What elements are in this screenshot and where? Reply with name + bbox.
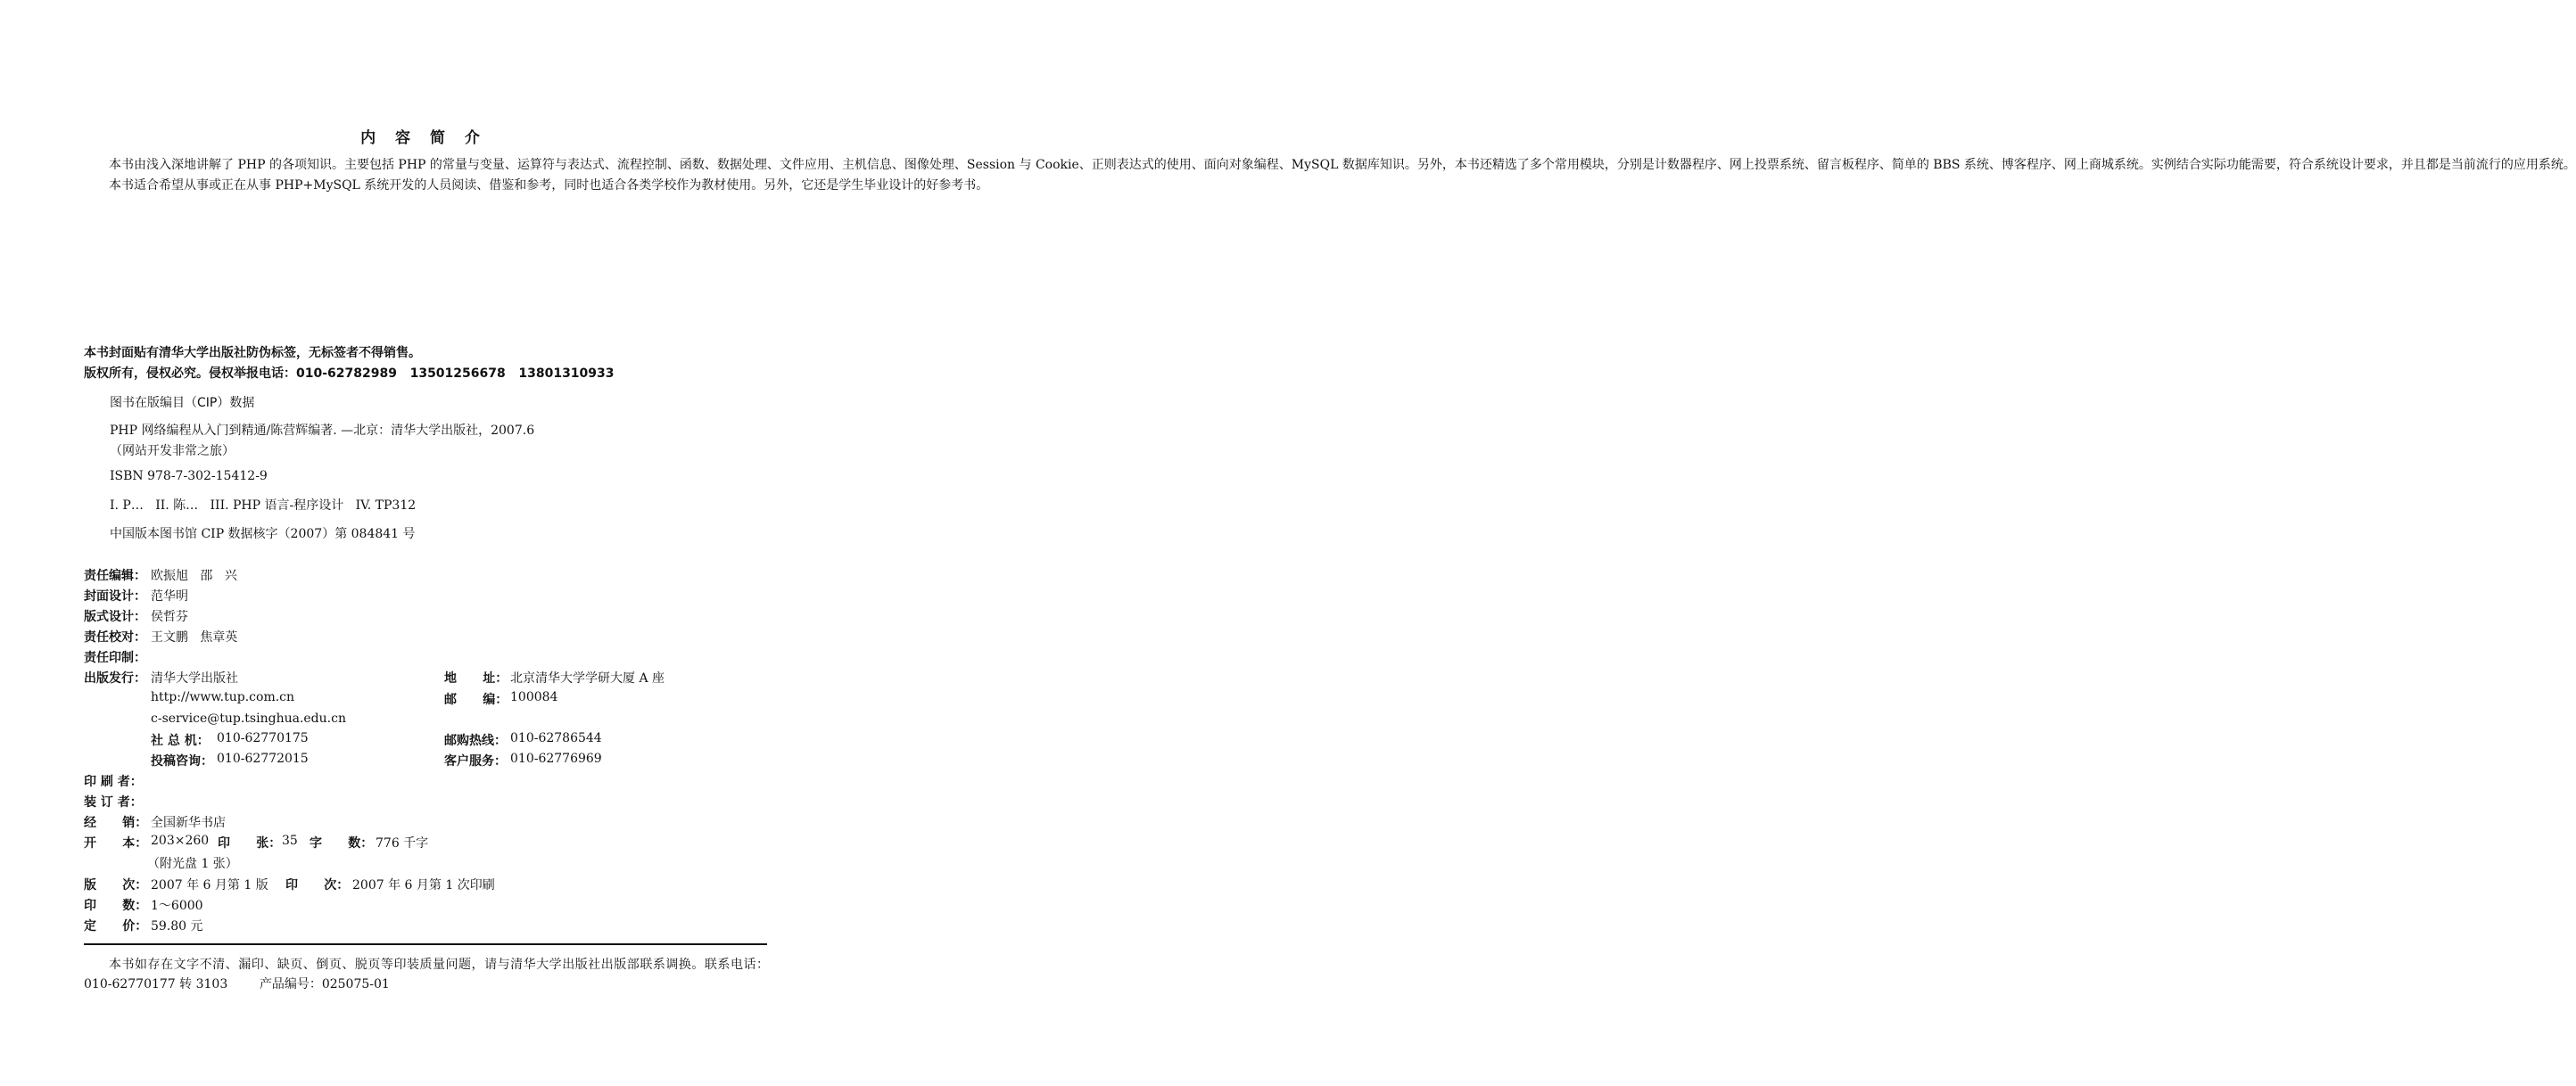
binder-label: 装 订 者： [84,795,143,810]
switchboard-label: 社 总 机： [151,734,210,748]
printing-label: 印 次： [285,878,350,893]
intro-paragraph-2: 本书适合希望从事或正在从事 PHP+MySQL 系统开发的人员阅读、借鉴和参考，同时也适合各类学校作为教材使用。另外，它还是学生毕业设计的好参考书。 [109,178,989,193]
address-value: 北京清华大学学研大厦 A 座 [510,671,665,686]
layout-design-value: 侯哲芬 [151,610,188,624]
proofreader-label: 责任校对： [84,630,146,645]
format-label: 开 本： [84,836,148,851]
format-value: 203×260 [151,834,210,848]
cover-design-value: 范华明 [151,589,188,604]
postcode-value: 100084 [510,690,558,704]
mail-order-value: 010-62786544 [510,731,602,745]
copies-value: 1～6000 [151,899,203,913]
copies-label: 印 数： [84,899,148,913]
distributor-label: 经 销： [84,816,148,830]
printing-value: 2007 年 6 月第 1 次印刷 [352,878,495,893]
cip-series-line: （网站开发非常之旅） [110,444,235,458]
proofreader-value: 王文鹏 焦章英 [151,630,238,645]
layout-design-label: 版式设计： [84,610,146,624]
publisher-label: 出版发行： [84,671,146,686]
publisher-email: c-service@tup.tsinghua.edu.cn [151,712,346,726]
editor-value: 欧振旭 邵 兴 [151,569,237,583]
cip-isbn: ISBN 978-7-302-15412-9 [110,469,268,483]
footer-note [84,955,769,994]
sheets-value: 35 [282,834,298,848]
price-label: 定 价： [84,919,148,934]
intro-section [84,155,2576,196]
cip-classification: I. P… II. 陈… III. PHP 语言-程序设计 IV. TP312 [110,498,417,513]
publisher-url: http://www.tup.com.cn [151,690,295,704]
price-value: 59.80 元 [151,919,203,934]
sheets-label: 印 张： [218,836,282,851]
copyright-notice: 版权所有，侵权必究。侵权举报电话：010-62782989 13501256678 13801310933 [84,366,615,381]
footer-text: 本书如存在文字不清、漏印、缺页、倒页、脱页等印装质量问题，请与清华大学出版社出版部联系调换。联系电话：010-62770177 转 3103 产品编号：025075-01 [84,958,769,991]
cover-design-label: 封面设计： [84,589,146,604]
disc-note: （附光盘 1 张） [147,857,238,871]
customer-service-value: 010-62776969 [510,752,602,766]
divider-line [84,943,767,945]
address-label: 地 址： [444,671,508,686]
publisher-value: 清华大学出版社 [151,671,238,686]
intro-paragraph-1: 本书由浅入深地讲解了 PHP 的各项知识。主要包括 PHP 的常量与变量、运算符与表达式、流程控制、函数、数据处理、文件应用、主机信息、图像处理、Session 与 Cookie、正则表达式的使用、面向对象编程、MySQL 数据库知识。另外，本书还精选了多个常用模块，分别是计数器程序、网上投票系统、留言板程序、简单的 BBS 系统、博客程序、网上商城系统。实例结合实际功能需要，符合系统设计要求，并且都是当前流行的应用系统。 [109,158,2576,172]
cip-title-line: PHP 网络编程从入门到精通/陈营辉编著. —北京：清华大学出版社，2007.6 [110,424,535,438]
postcode-label: 邮 编： [444,693,508,707]
page-title: 内 容 简 介 [360,129,487,147]
cip-record-number: 中国版本图书馆 CIP 数据核字（2007）第 084841 号 [110,527,416,541]
submission-value: 010-62772015 [217,752,309,766]
word-count-value: 776 千字 [376,836,429,851]
word-count-label: 字 数： [310,836,374,851]
edition-value: 2007 年 6 月第 1 版 [151,878,268,893]
print-supervisor-label: 责任印制： [84,651,146,665]
customer-service-label: 客户服务： [444,754,507,769]
editor-label: 责任编辑： [84,569,146,583]
mail-order-label: 邮购热线： [444,734,507,748]
submission-label: 投稿咨询： [151,754,213,769]
switchboard-value: 010-62770175 [217,731,309,745]
edition-label: 版 次： [84,878,148,893]
anti-counterfeit-notice: 本书封面贴有清华大学出版社防伪标签，无标签者不得销售。 [84,346,421,360]
printer-label: 印 刷 者： [84,775,143,789]
distributor-value: 全国新华书店 [151,816,226,830]
cip-heading: 图书在版编目（CIP）数据 [110,396,255,410]
